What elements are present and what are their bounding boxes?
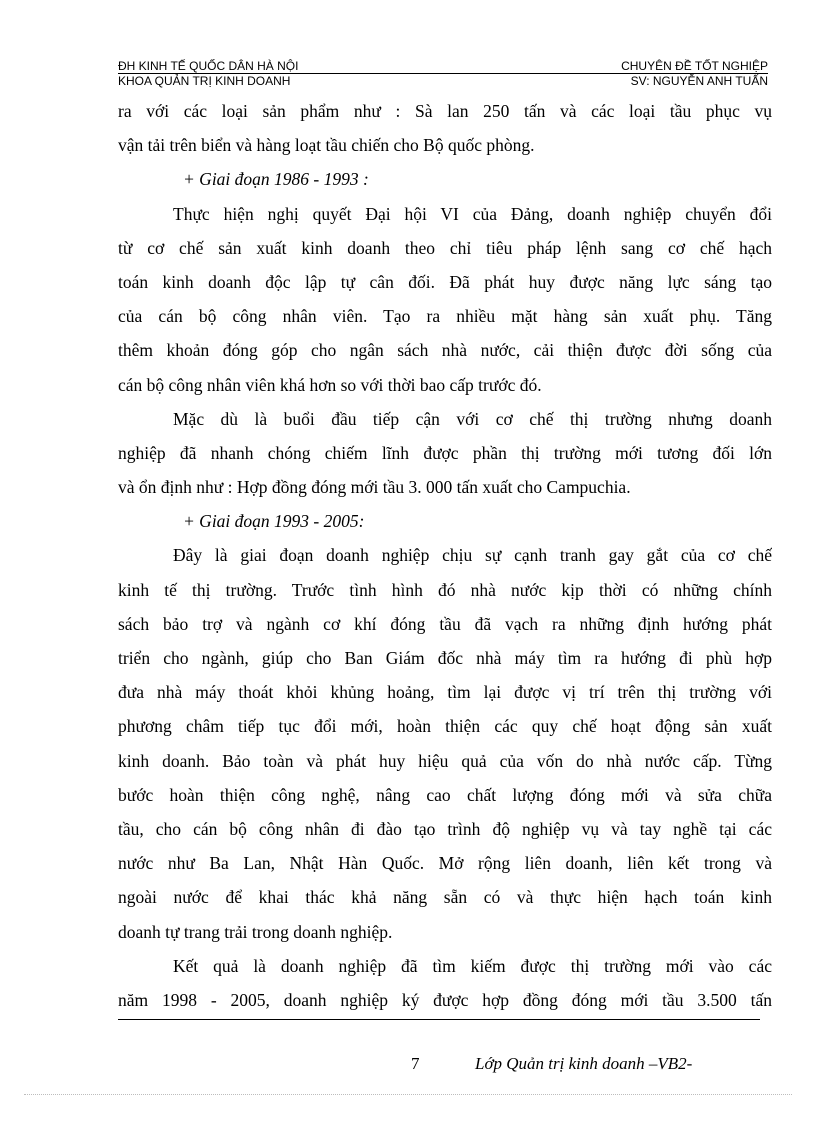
header-doc-type: CHUYÊN ĐỀ TỐT NGHIỆP [621, 59, 768, 73]
body-line: doanh tự trang trải trong doanh nghiệp. [118, 921, 393, 942]
body-line: đưa nhà máy thoát khỏi khủng hoảng, tìm lại được vị trí trên thị trường với [118, 682, 772, 703]
body-line: nước như Ba Lan, Nhật Hàn Quốc. Mở rộng liên doanh, liên kết trong và [118, 853, 772, 874]
body-line: từ cơ chế sản xuất kinh doanh theo chỉ tiêu pháp lệnh sang cơ chế hạch [118, 237, 772, 258]
body-line: Thực hiện nghị quyết Đại hội VI của Đảng, doanh nghiệp chuyển đổi [173, 203, 772, 224]
body-line: thêm khoản đóng góp cho ngân sách nhà nước, cải thiện được đời sống của [118, 340, 772, 361]
body-line: ra với các loại sản phẩm như : Sà lan 250 tấn và các loại tầu phục vụ [118, 101, 772, 121]
document-body [118, 94, 772, 1017]
page-number: 7 [411, 1054, 420, 1073]
footer-divider [118, 1019, 760, 1020]
body-line: cán bộ công nhân viên khá hơn so với thời bao cấp trước đó. [118, 374, 542, 395]
body-line: năm 1998 - 2005, doanh nghiệp ký được hợp đồng đóng mới tầu 3.500 tấn [118, 989, 772, 1010]
body-line: sách bảo trợ và ngành cơ khí đóng tầu đã vạch ra những định hướng phát [118, 613, 772, 634]
page-break-line [24, 1094, 792, 1095]
header-faculty: KHOA QUẢN TRỊ KINH DOANH [118, 74, 291, 88]
body-line: kinh doanh. Bảo toàn và phát huy hiệu quả của vốn do nhà nước cấp. Từng [118, 750, 772, 771]
body-line: nghiệp đã nhanh chóng chiếm lĩnh được phần thị trường mới tương đối lớn [118, 442, 772, 463]
body-line: bước hoàn thiện công nghệ, nâng cao chất lượng đóng mới và sửa chữa [118, 784, 772, 805]
body-line: Đây là giai đoạn doanh nghiệp chịu sự cạnh tranh gay gắt của cơ chế [173, 545, 772, 566]
body-line: toán kinh doanh độc lập tự cân đối. Đã phát huy được năng lực sáng tạo [118, 271, 772, 292]
body-line: của cán bộ công nhân viên. Tạo ra nhiều mặt hàng sản xuất phụ. Tăng [118, 306, 772, 327]
body-line: tầu, cho cán bộ công nhân đi đào tạo trình độ nghiệp vụ và tay nghề tại các [118, 818, 772, 839]
body-line: triển cho ngành, giúp cho Ban Giám đốc nhà máy tìm ra hướng đi phù hợp [118, 648, 772, 668]
section-heading: + Giai đoạn 1986 - 1993 : [183, 169, 369, 190]
header-school: ĐH KINH TẾ QUỐC DÂN HÀ NỘI [118, 59, 299, 73]
body-line: Kết quả là doanh nghiệp đã tìm kiếm được thị trường mới vào các [173, 955, 772, 976]
footer-class-label: Lớp Quản trị kinh doanh –VB2- [475, 1054, 693, 1073]
body-line: và ổn định như : Hợp đồng đóng mới tầu 3. 000 tấn xuất cho Campuchia. [118, 477, 631, 498]
body-line: Mặc dù là buổi đầu tiếp cận với cơ chế thị trường nhưng doanh [173, 408, 772, 429]
body-line: phương châm tiếp tục đổi mới, hoàn thiện các quy chế hoạt động sản xuất [118, 716, 772, 737]
section-heading: + Giai đoạn 1993 - 2005: [183, 511, 365, 532]
body-line: vận tải trên biển và hàng loạt tầu chiến cho Bộ quốc phòng. [118, 135, 535, 156]
body-line: ngoài nước để khai thác khả năng sẵn có và thực hiện hạch toán kinh [118, 887, 772, 908]
header-divider [118, 73, 768, 74]
body-line: kinh tế thị trường. Trước tình hình đó nhà nước kịp thời có những chính [118, 579, 772, 600]
header-student: SV: NGUYỄN ANH TUẤN [630, 74, 768, 88]
